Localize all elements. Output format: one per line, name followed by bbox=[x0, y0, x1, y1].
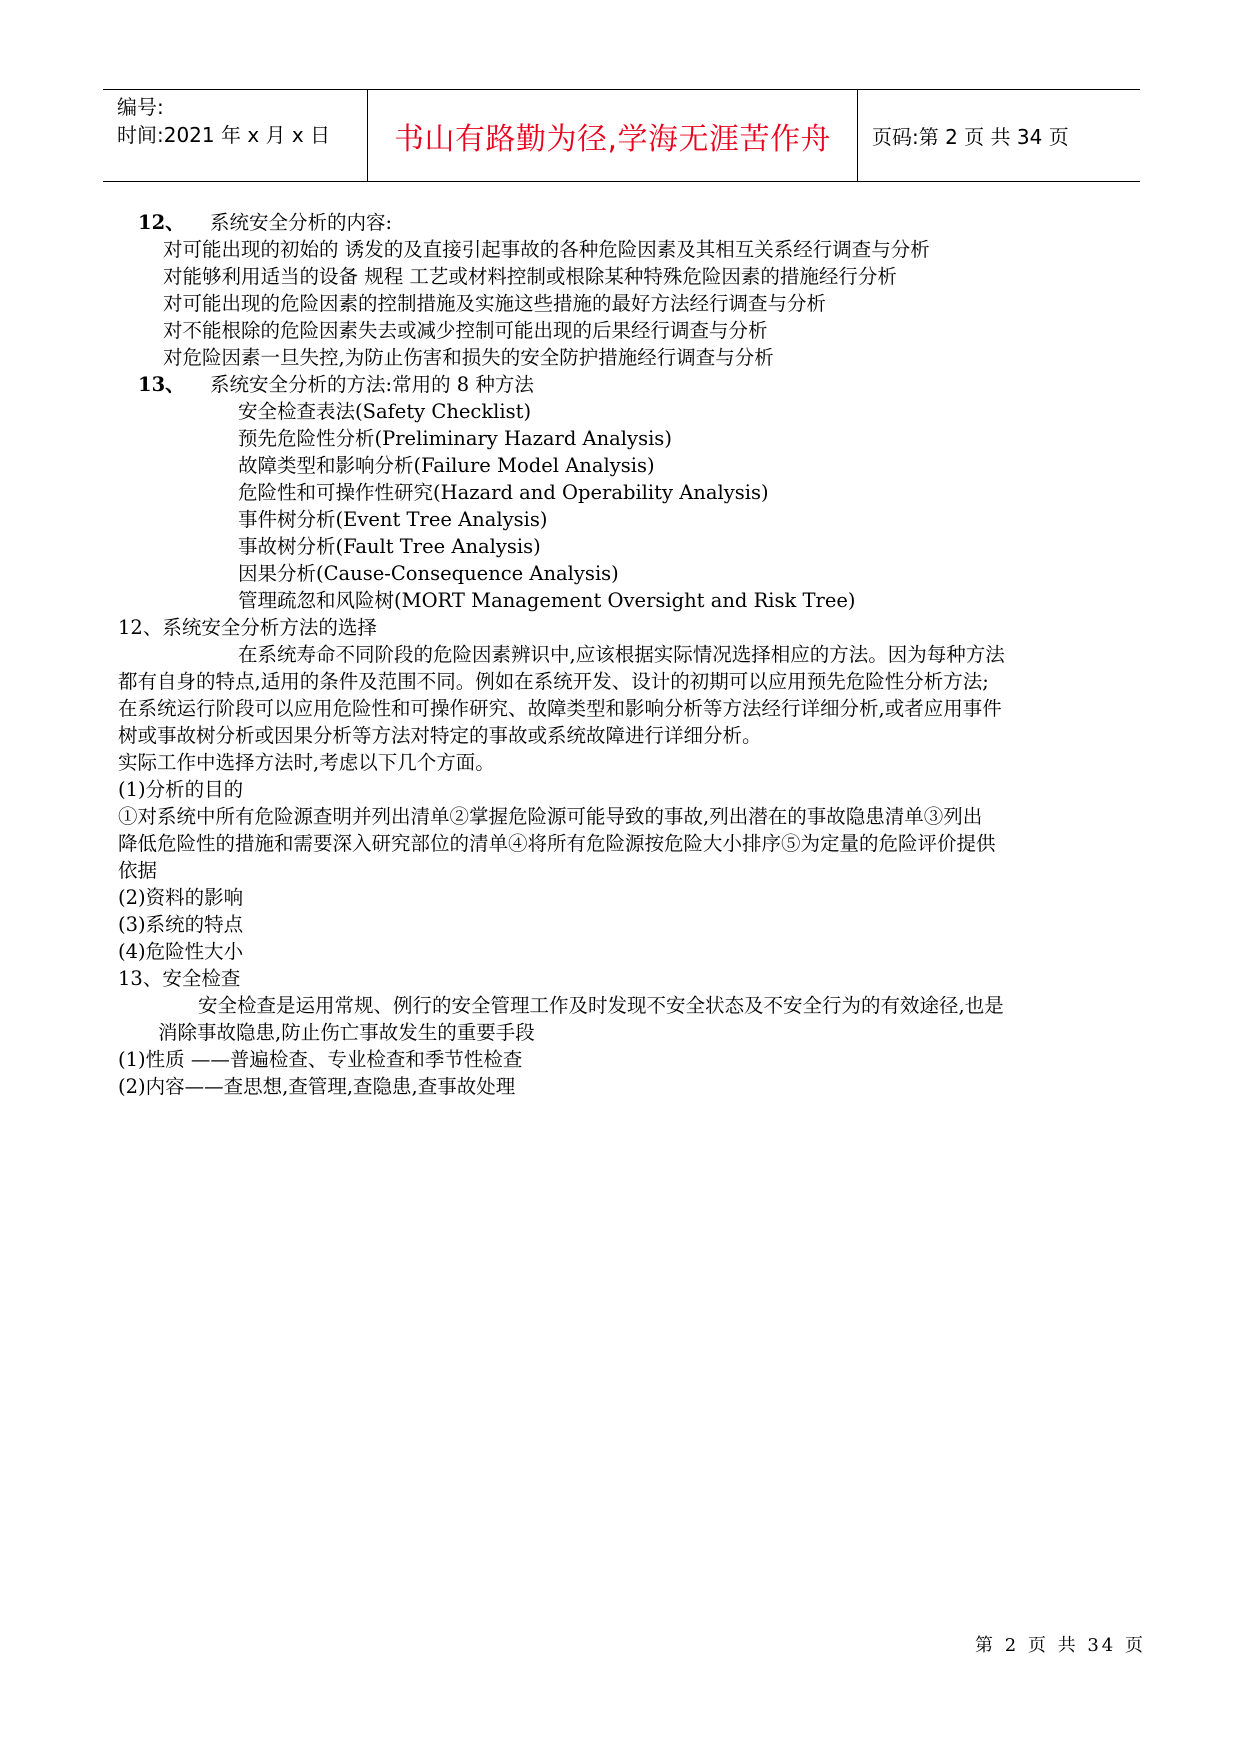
method-item: 管理疏忽和风险树(MORT Management Oversight and Risk Tree) bbox=[238, 589, 856, 612]
section-title: 系统安全分析的内容: bbox=[210, 211, 393, 234]
document-body bbox=[118, 209, 1133, 1100]
method-item: 因果分析(Cause-Consequence Analysis) bbox=[238, 562, 619, 585]
list-item: 对危险因素一旦失控,为防止伤害和损失的安全防护措施经行调查与分析 bbox=[163, 346, 774, 369]
header-motto-cell bbox=[368, 90, 858, 181]
page-footer: 第 2 页 共 34 页 bbox=[975, 1635, 1146, 1656]
inspection-paragraph-line: 消除事故隐患,防止伤亡事故发生的重要手段 bbox=[158, 1021, 535, 1044]
aspect-item: (4)危险性大小 bbox=[118, 940, 244, 963]
method-item: 危险性和可操作性研究(Hazard and Operability Analysis) bbox=[238, 481, 769, 504]
section-title: 系统安全分析的方法:常用的 8 种方法 bbox=[210, 373, 534, 396]
page-code: 页码:第 2 页 共 34 页 bbox=[872, 125, 1069, 149]
number-label: 编号: bbox=[117, 95, 164, 119]
section-13-heading bbox=[118, 371, 1133, 398]
inspection-nature: (1)性质 ——普遍检查、专业检查和季节性检查 bbox=[118, 1048, 523, 1071]
selection-paragraph-line: 都有自身的特点,适用的条件及范围不同。例如在系统开发、设计的初期可以应用预先危险性分析方法; bbox=[118, 670, 989, 693]
inspection-paragraph-line: 安全检查是运用常规、例行的安全管理工作及时发现不安全状态及不安全行为的有效途径,也是 bbox=[198, 994, 1004, 1017]
section-number: 12、 bbox=[138, 211, 185, 234]
method-item: 事故树分析(Fault Tree Analysis) bbox=[238, 535, 541, 558]
motto: 书山有路勤为径,学海无涯苦作舟 bbox=[393, 121, 832, 157]
aspect-item: (2)资料的影响 bbox=[118, 886, 244, 909]
header-info-cell bbox=[103, 90, 368, 181]
selection-paragraph-line: 在系统寿命不同阶段的危险因素辨识中,应该根据实际情况选择相应的方法。因为每种方法 bbox=[238, 643, 1005, 666]
list-item: 对能够利用适当的设备 规程 工艺或材料控制或根除某种特殊危险因素的措施经行分析 bbox=[163, 265, 897, 288]
aspect-item: (1)分析的目的 bbox=[118, 778, 244, 801]
method-item: 事件树分析(Event Tree Analysis) bbox=[238, 508, 548, 531]
purpose-line: 降低危险性的措施和需要深入研究部位的清单④将所有危险源按危险大小排序⑤为定量的危险评价提供 bbox=[118, 832, 996, 855]
header-table bbox=[103, 89, 1140, 182]
header-page-cell bbox=[858, 90, 1140, 181]
list-item: 对不能根除的危险因素失去或减少控制可能出现的后果经行调查与分析 bbox=[163, 319, 768, 342]
section-number: 13、 bbox=[138, 373, 185, 396]
list-item: 对可能出现的危险因素的控制措施及实施这些措施的最好方法经行调查与分析 bbox=[163, 292, 827, 315]
selection-consider: 实际工作中选择方法时,考虑以下几个方面。 bbox=[118, 751, 495, 774]
purpose-line: ①对系统中所有危险源查明并列出清单②掌握危险源可能导致的事故,列出潜在的事故隐患清单③列出 bbox=[118, 805, 983, 828]
section-12-heading bbox=[118, 209, 1133, 236]
time-label: 时间:2021 年 x 月 x 日 bbox=[117, 123, 331, 147]
selection-heading: 12、系统安全分析方法的选择 bbox=[118, 616, 377, 639]
aspect-item: (3)系统的特点 bbox=[118, 913, 244, 936]
selection-paragraph-line: 树或事故树分析或因果分析等方法对特定的事故或系统故障进行详细分析。 bbox=[118, 724, 762, 747]
inspection-content: (2)内容——查思想,查管理,查隐患,查事故处理 bbox=[118, 1075, 516, 1098]
selection-paragraph-line: 在系统运行阶段可以应用危险性和可操作研究、故障类型和影响分析等方法经行详细分析,或者应用事件 bbox=[118, 697, 1002, 720]
method-item: 故障类型和影响分析(Failure Model Analysis) bbox=[238, 454, 655, 477]
inspection-heading: 13、安全检查 bbox=[118, 967, 241, 990]
purpose-line: 依据 bbox=[118, 859, 158, 882]
method-item: 预先危险性分析(Preliminary Hazard Analysis) bbox=[238, 427, 672, 450]
list-item: 对可能出现的初始的 诱发的及直接引起事故的各种危险因素及其相互关系经行调查与分析 bbox=[163, 238, 930, 261]
method-item: 安全检查表法(Safety Checklist) bbox=[238, 400, 532, 423]
